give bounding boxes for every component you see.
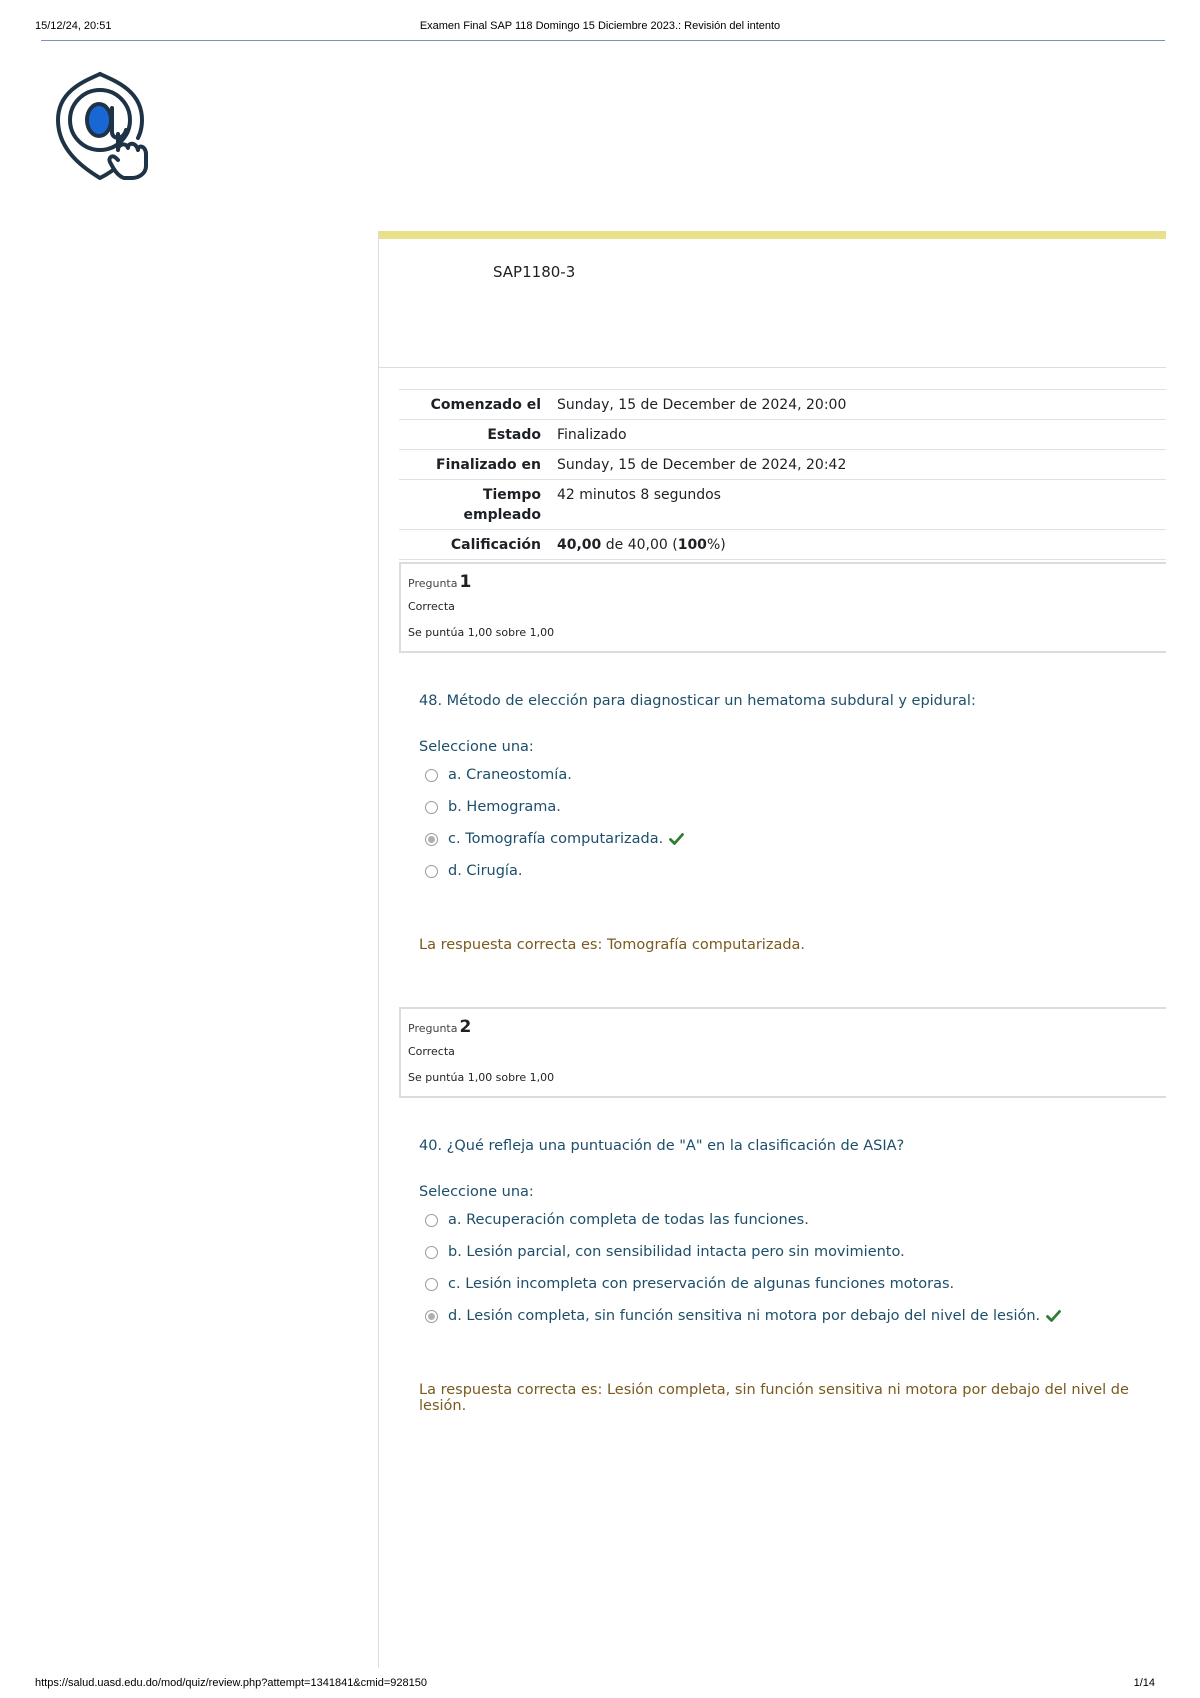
- answer-option[interactable]: [425, 831, 684, 847]
- print-title: Examen Final SAP 118 Domingo 15 Diciembre 2023.: Revisión del intento: [419, 20, 781, 32]
- answer-label: d. Cirugía.: [448, 863, 523, 879]
- question-state: Correcta: [408, 1045, 455, 1058]
- question-state: Correcta: [408, 600, 455, 613]
- state-value: Finalizado: [557, 427, 627, 443]
- time-label: Tiempo empleado: [463, 487, 541, 523]
- answer-radio-selected[interactable]: [425, 1310, 438, 1323]
- answer-option[interactable]: [425, 1308, 1061, 1324]
- grade-end: %): [706, 537, 726, 553]
- answer-label: b. Hemograma.: [448, 799, 561, 815]
- print-page-number: 1/14: [1133, 1677, 1155, 1689]
- right-answer-1: La respuesta correcta es: Tomografía computarizada.: [419, 937, 806, 953]
- summary-row-grade: [399, 530, 1166, 560]
- site-logo-icon[interactable]: [52, 70, 156, 182]
- finished-value: Sunday, 15 de December de 2024, 20:42: [557, 457, 847, 473]
- answer-radio[interactable]: [425, 1246, 438, 1259]
- summary-row-state: [399, 420, 1166, 450]
- started-label: Comenzado el: [430, 397, 541, 413]
- answer-label: d. Lesión completa, sin función sensitiva ni motora por debajo del nivel de lesión.: [448, 1308, 1041, 1324]
- question-text-2: 40. ¿Qué refleja una puntuación de "A" en la clasificación de ASIA?: [419, 1138, 905, 1154]
- grade-label: Calificación: [450, 537, 541, 553]
- finished-label: Finalizado en: [436, 457, 541, 473]
- print-url: https://salud.uasd.edu.do/mod/quiz/review.php?attempt=1341841&cmid=928150: [35, 1677, 427, 1689]
- question-number: 2: [459, 1017, 472, 1037]
- answer-label: a. Craneostomía.: [448, 767, 572, 783]
- grade-value: [549, 530, 1166, 560]
- time-value: 42 minutos 8 segundos: [557, 487, 721, 503]
- question-number: 1: [459, 572, 472, 592]
- course-divider: [379, 367, 1166, 368]
- check-icon: [669, 833, 684, 845]
- print-datetime: 15/12/24, 20:51: [35, 20, 112, 32]
- question-label: Pregunta: [408, 1022, 458, 1035]
- answer-option[interactable]: [425, 1212, 809, 1228]
- answer-radio[interactable]: [425, 865, 438, 878]
- grade-score: 40,00: [557, 537, 602, 553]
- started-value: Sunday, 15 de December de 2024, 20:00: [557, 397, 847, 413]
- answer-radio-selected[interactable]: [425, 833, 438, 846]
- main-content: [378, 231, 1165, 1668]
- question-number-line: [408, 572, 1166, 594]
- grade-percent: 100: [677, 537, 707, 553]
- question-grade: Se puntúa 1,00 sobre 1,00: [408, 626, 555, 639]
- answer-radio[interactable]: [425, 769, 438, 782]
- answer-label: c. Lesión incompleta con preservación de algunas funciones motoras.: [448, 1276, 955, 1292]
- answer-label: b. Lesión parcial, con sensibilidad intacta pero sin movimiento.: [448, 1244, 905, 1260]
- attempt-summary-table: [399, 389, 1166, 560]
- answer-option[interactable]: [425, 1244, 905, 1260]
- answer-option[interactable]: [425, 799, 561, 815]
- answer-radio[interactable]: [425, 801, 438, 814]
- question-text-1: 48. Método de elección para diagnosticar un hematoma subdural y epidural:: [419, 693, 976, 709]
- summary-row-started: [399, 390, 1166, 420]
- answer-option[interactable]: [425, 863, 522, 879]
- question-grade: Se puntúa 1,00 sobre 1,00: [408, 1071, 555, 1084]
- grade-of: de 40,00 (: [601, 537, 678, 553]
- answer-radio[interactable]: [425, 1278, 438, 1291]
- question-info-1: [399, 562, 1166, 653]
- course-name[interactable]: SAP1180-3: [493, 263, 576, 281]
- answer-option[interactable]: [425, 767, 572, 783]
- question-number-line: [408, 1017, 1166, 1039]
- summary-row-time: [399, 480, 1166, 530]
- question-prompt-1: Seleccione una:: [419, 739, 534, 755]
- state-label: Estado: [487, 427, 541, 443]
- check-icon: [1046, 1310, 1061, 1322]
- answer-option[interactable]: [425, 1276, 954, 1292]
- question-label: Pregunta: [408, 577, 458, 590]
- summary-row-finished: [399, 450, 1166, 480]
- answer-label: c. Tomografía computarizada.: [448, 831, 664, 847]
- question-info-2: [399, 1007, 1166, 1098]
- answer-label: a. Recuperación completa de todas las funciones.: [448, 1212, 809, 1228]
- right-answer-2: La respuesta correcta es: Lesión completa, sin función sensitiva ni motora por debajo del nivel de lesión.: [419, 1382, 1129, 1414]
- print-header: [35, 20, 1165, 42]
- header-divider: [41, 40, 1165, 41]
- course-color-bar: [379, 231, 1166, 239]
- answer-radio[interactable]: [425, 1214, 438, 1227]
- question-prompt-2: Seleccione una:: [419, 1184, 534, 1200]
